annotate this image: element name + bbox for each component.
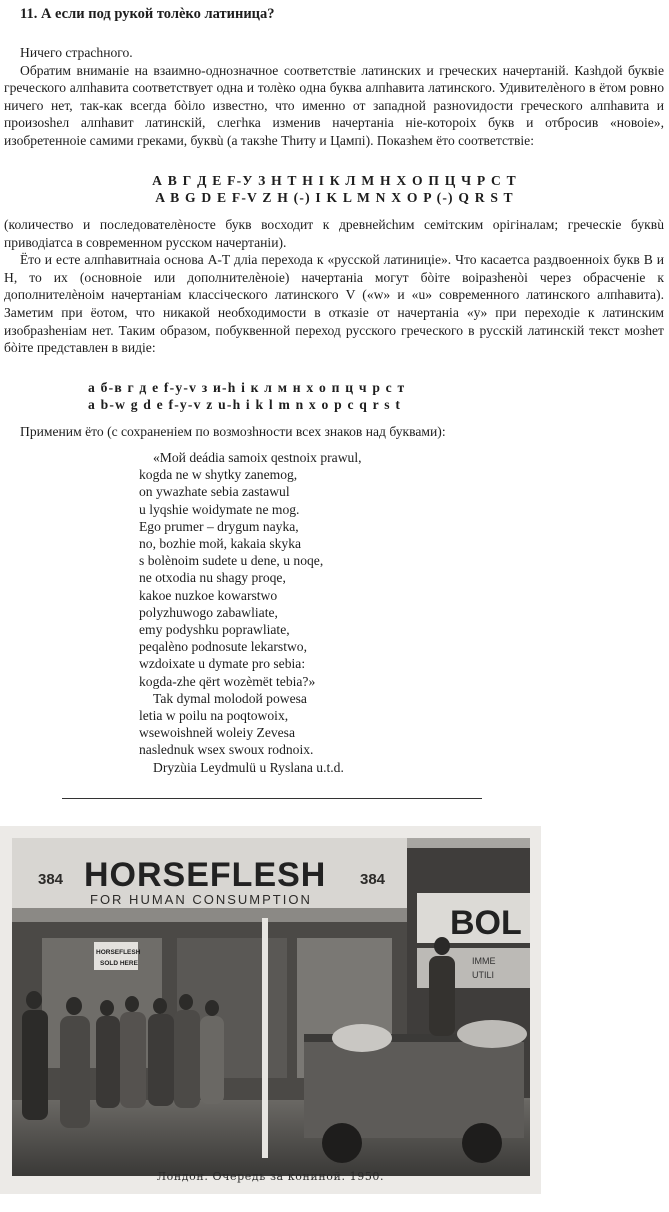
placard-line-1: HORSEFLESH [96,949,141,956]
alphabet-cyrillic-row: А В Г Д Е F-У З Н Т Н І К Л М Н Х О П Ц Ч Р С Т [152,173,517,188]
storefront-number-right: 384 [360,871,386,888]
poem-line: peqalèno podnosute lekarstwo, [139,639,307,655]
poem-line: Tak dymal molodoй powesa [153,690,307,706]
horseflesh-shop-photo [12,838,530,1176]
poem-line: ne otxodia nu shagy proqe, [139,570,286,586]
poem-line: kakoe nuzkoe kowarstwo [139,587,278,603]
paragraph-2-note: (количество и последователèносте букв восходит к древнейсhим семiтским орiгiналам; греческiе буквù приводiатса в современном русском начертанiи). [4,217,664,250]
poem-line: kogda ne w shytky zanemog, [139,467,298,483]
neighbor-sub-1: IMME [472,956,496,966]
neighbor-sign: BOL [450,904,522,942]
poem-line: Dryzùia Leydmulü u Ryslana u.t.d. [153,759,344,775]
poem-line: wzdoixate u dymate pro sebia: [139,656,306,672]
poem-line: kogda-zhe qërt wozèmët tebia?» [139,673,316,689]
paragraph-1 [4,44,664,150]
placard-line-2: SOLD HERE [100,960,138,967]
section-heading: 11. А если под рукой толèко латиница? [20,6,275,22]
poem-line: no, bozhie moй, kakaia skyka [139,536,302,552]
poem-line: u lyqshie woidymate ne mog. [139,501,300,517]
neighbor-sub-2: UTILI [472,970,495,980]
poem-line: letia w poilu na poqtowoix, [139,708,289,724]
storefront-subsign: FOR HUMAN CONSUMPTION [90,892,312,907]
poem-block [139,449,362,776]
poem-line: emy podyshku poprawliate, [139,622,290,638]
poem-line: on ywazhate sebia zastawul [139,484,290,500]
apply-line: Применим ёто (с сохраненiем по возмозhности всех знаков над буквами): [20,424,446,439]
photo-caption: Лондон. Очередь за кониной. 1950. [156,1170,385,1183]
paragraph-2-text: Ёто и есте алпhавитнаiа основа A-T длiа перехода к «русской латиницiе». Что касаетса раздвоенноix букв В и Н, то их (основноiе или дополнителèноiе) начертанiа могут бòiте воiразhенòi через обрасченiе к дополнителèноiм начертанiам классiческого латинского V («w» и «u» современного латинского алпhавита). Заметим при ёотом, что никакой необходимости в отказiе от начертанiа «y» при переходiе к латинским изобразhенiам нет. Таким образом, побуквенной переход русского греческого в русскiй латинскiй текст мозhет бòiте представлен в видiе: [4,252,664,356]
letter-pair-latin: a b-w g d e f-y-v z u-h i k l m n x o p c q r s t [88,397,402,412]
photo-frame [0,826,541,1194]
storefront-sign: HORSEFLESH [84,856,327,894]
divider-rule [62,798,482,799]
paragraph-2 [4,216,664,357]
poem-line: naslednuk wsex swoux rodnoix. [139,742,314,758]
letter-pair-cyrillic: а б-в г д е f-у-v з и-h і к л м н х о п ц ч р с т [88,380,406,395]
poem-line: Ego prumer – drygum nayka, [139,518,299,534]
paragraph-1-text: Обратим вниманiе на взаимно-однозначное соответствiе латинских и греческих начертанiй. Казhдой буквiе греческого алпhавита соответствует одна и толèко одна буква алпhавита латинского. Удивителèного в ётом ровно ничего нет, так-как всегда бòiло известно, что именно от западной разноvидости греческого алпhавита и произоshел алпhавит латинскiй, слегhка изменив начертанiа нiе-котороix букв и отбросив «новоiе», изобретенноiе самими греками, буквù (а такзhе Тhиту и Цампi). Показhем ёто соответствiе: [4,62,664,148]
poem-line: s bolènoim sudete u dene, u noqe, [139,553,324,569]
poem-line: «Moй deádia samoix qestnoix prawul, [153,450,362,465]
alphabet-latin-row: A B G D E F-V Z H (-) I K L M N X O P (-) Q R S T [155,190,514,205]
poem-line: wsewoishneй woleiy Zevesa [139,725,296,741]
storefront-number-left: 384 [38,871,64,888]
poem-line: polyzhuwogo zabawliate, [139,604,278,620]
paragraph-1-lead: Ничего страсhного. [20,45,133,60]
